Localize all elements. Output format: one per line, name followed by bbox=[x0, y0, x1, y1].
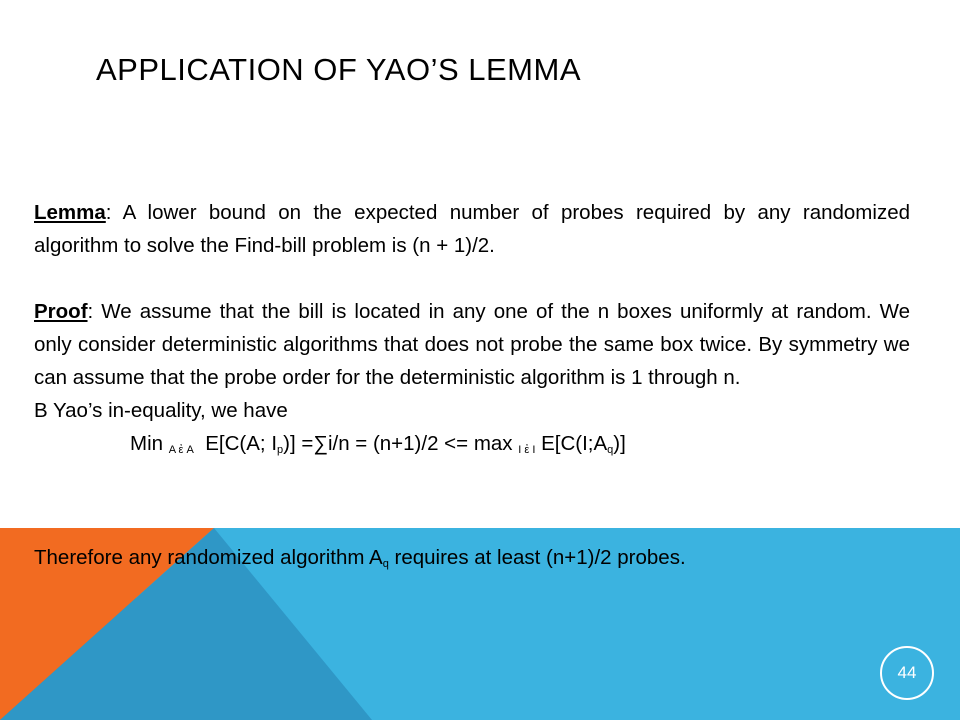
lemma-text: : A lower bound on the expected number of probes required by any randomized algorithm to solve the Find-bill problem is (n + 1)/2. bbox=[34, 201, 910, 257]
page-number: 44 bbox=[897, 663, 917, 682]
slide-body bbox=[34, 196, 910, 467]
slide-title: APPLICATION OF YAO’S LEMMA bbox=[96, 52, 581, 87]
formula-q-sub: q bbox=[607, 444, 614, 456]
lemma-paragraph bbox=[34, 196, 910, 262]
formula-part4: )] bbox=[613, 432, 626, 455]
formula-part2: )] =∑i/n = (n+1)/2 <= max bbox=[283, 432, 513, 455]
lemma-label: Lemma bbox=[34, 201, 106, 224]
proof-label: Proof bbox=[34, 300, 88, 323]
formula-line bbox=[34, 427, 910, 467]
proof-paragraph bbox=[34, 295, 910, 394]
conclusion-part2: requires at least (n+1)/2 probes. bbox=[388, 546, 686, 569]
conclusion-part1: Therefore any randomized algorithm A bbox=[34, 546, 383, 569]
page-number-badge bbox=[880, 646, 934, 700]
formula-max-sub: I ἐ I bbox=[518, 444, 536, 456]
formula-part1: E[C(A; I bbox=[205, 432, 278, 455]
conclusion-line bbox=[34, 546, 686, 570]
formula-min-sub: A ἐ A bbox=[168, 444, 194, 456]
proof-text: : We assume that the bill is located in any one of the n boxes uniformly at random. We only consider deterministic algorithms that does not probe the same box twice. By symmetry we can assume that the probe order for the deterministic algorithm is 1 through n. bbox=[34, 300, 910, 389]
formula-min: Min bbox=[130, 432, 164, 455]
yao-line: B Yao’s in-equality, we have bbox=[34, 399, 288, 422]
conclusion-q-sub: q bbox=[382, 558, 389, 570]
formula-part3: E[C(I;A bbox=[541, 432, 608, 455]
formula-p-sub: p bbox=[277, 444, 284, 456]
